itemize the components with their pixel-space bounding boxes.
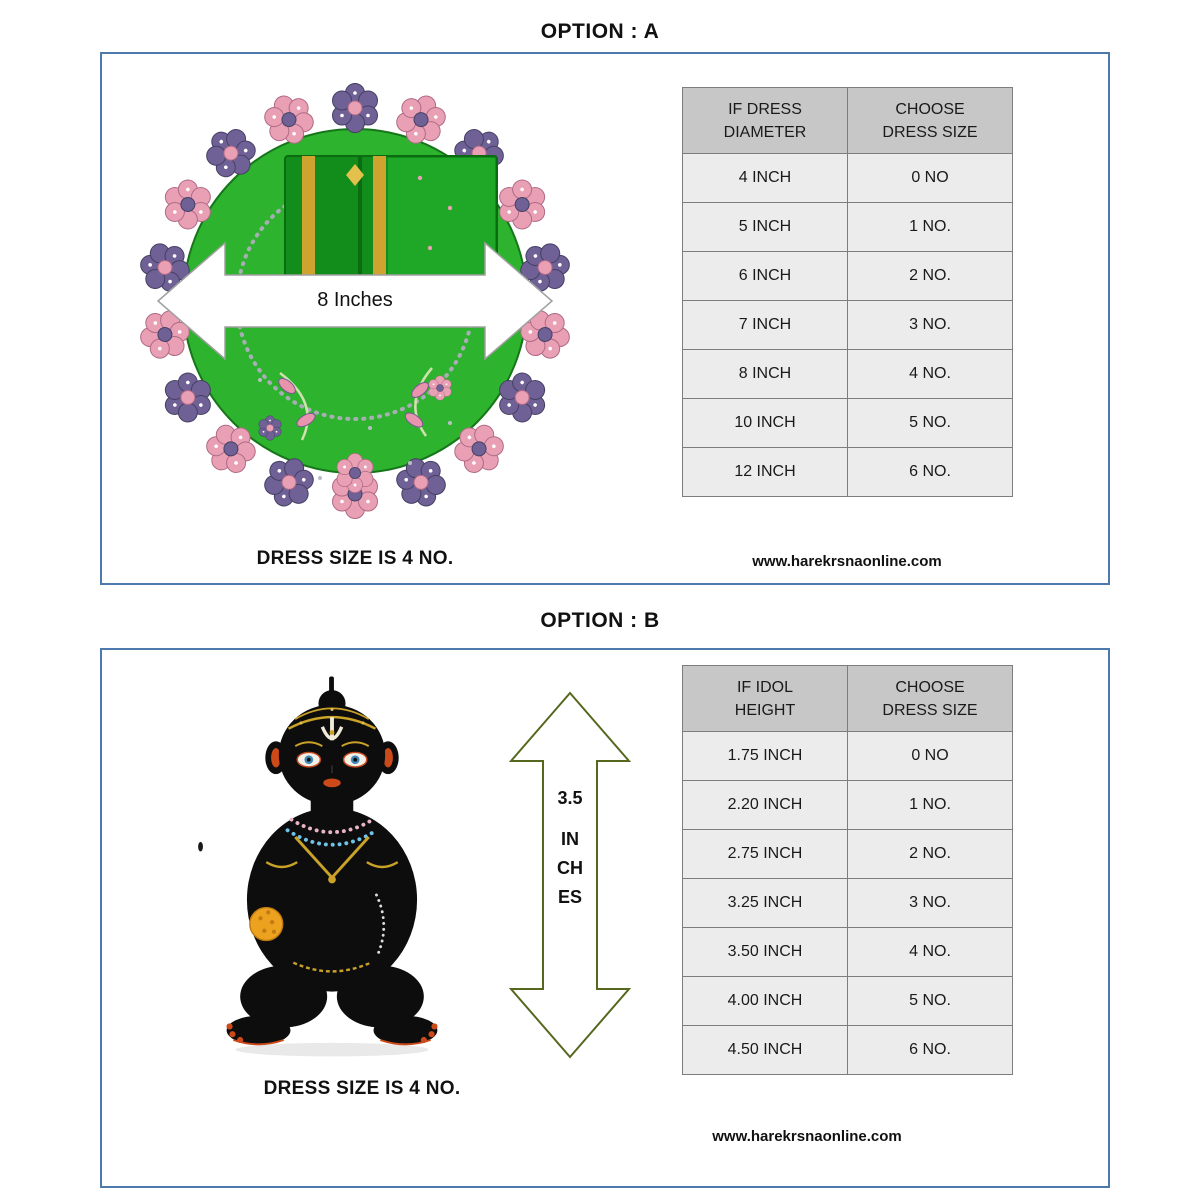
header-line: CHOOSE: [895, 678, 965, 696]
table-row: [683, 252, 1013, 301]
table-cell: 2 NO.: [848, 830, 1013, 879]
option-b-heading: OPTION : B: [540, 609, 660, 632]
table-cell: 6 NO.: [848, 448, 1013, 497]
idol-height-table: [682, 665, 1013, 1075]
option-a-panel: [100, 52, 1110, 585]
header-line: DRESS SIZE: [882, 123, 978, 141]
website-url: www.harekrsnaonline.com: [752, 553, 942, 570]
table-cell: 4 INCH: [683, 154, 848, 203]
table-cell: 0 NO: [848, 154, 1013, 203]
header-line: IF IDOL: [736, 678, 793, 696]
table-cell: 1.75 INCH: [683, 732, 848, 781]
header-choose-dress-size: [848, 666, 1013, 732]
table-row: [683, 781, 1013, 830]
table-cell: 4.00 INCH: [683, 977, 848, 1026]
option-b-panel: [100, 648, 1110, 1188]
table-cell: 3 NO.: [848, 879, 1013, 928]
header-line: DIAMETER: [723, 123, 807, 141]
table-cell: 10 INCH: [683, 399, 848, 448]
table-row: [683, 301, 1013, 350]
table-cell: 5 NO.: [848, 399, 1013, 448]
table-cell: 4.50 INCH: [683, 1026, 848, 1075]
table-row: [683, 977, 1013, 1026]
table-cell: 3 NO.: [848, 301, 1013, 350]
table-row: [683, 879, 1013, 928]
table-header-row: [683, 666, 1013, 732]
dress-diameter-table: [682, 87, 1013, 497]
table-cell: 2.75 INCH: [683, 830, 848, 879]
table-cell: 0 NO: [848, 732, 1013, 781]
website-url: www.harekrsnaonline.com: [712, 1128, 902, 1145]
table-cell: 12 INCH: [683, 448, 848, 497]
table-cell: 1 NO.: [848, 203, 1013, 252]
height-value: 3.5: [557, 788, 583, 808]
idol-illustration: [187, 666, 477, 1066]
header-if-idol-height: [683, 666, 848, 732]
table-cell: 5 INCH: [683, 203, 848, 252]
table-cell: 6 INCH: [683, 252, 848, 301]
height-unit-line: CH: [557, 858, 583, 878]
option-a-caption: DRESS SIZE IS 4 NO.: [256, 548, 454, 569]
height-unit-line: IN: [561, 829, 579, 849]
table-row: [683, 399, 1013, 448]
header-line: IF DRESS: [728, 100, 802, 118]
table-cell: 5 NO.: [848, 977, 1013, 1026]
table-row: [683, 203, 1013, 252]
header-line: HEIGHT: [734, 701, 796, 719]
table-cell: 6 NO.: [848, 1026, 1013, 1075]
table-cell: 2 NO.: [848, 252, 1013, 301]
table-row: [683, 928, 1013, 977]
idol-photo: [187, 666, 477, 1066]
height-unit-line: ES: [557, 887, 582, 907]
dress-diameter-label: 8 Inches: [317, 289, 393, 311]
idol-height-arrow: [500, 688, 640, 1062]
option-a-heading: OPTION : A: [540, 20, 660, 43]
option-b-caption: DRESS SIZE IS 4 NO.: [263, 1078, 461, 1099]
table-cell: 3.25 INCH: [683, 879, 848, 928]
table-row: [683, 448, 1013, 497]
table-header-row: [683, 88, 1013, 154]
header-line: CHOOSE: [895, 100, 965, 118]
table-row: [683, 1026, 1013, 1075]
table-cell: 7 INCH: [683, 301, 848, 350]
table-cell: 8 INCH: [683, 350, 848, 399]
table-cell: 4 NO.: [848, 350, 1013, 399]
header-choose-dress-size: [848, 88, 1013, 154]
header-if-dress-diameter: [683, 88, 848, 154]
dress-photo: [130, 68, 580, 533]
table-cell: 4 NO.: [848, 928, 1013, 977]
table-cell: 2.20 INCH: [683, 781, 848, 830]
table-row: [683, 350, 1013, 399]
table-row: [683, 732, 1013, 781]
table-cell: 1 NO.: [848, 781, 1013, 830]
table-cell: 3.50 INCH: [683, 928, 848, 977]
table-row: [683, 154, 1013, 203]
table-row: [683, 830, 1013, 879]
header-line: DRESS SIZE: [882, 701, 978, 719]
idol-height-label: [500, 784, 640, 912]
